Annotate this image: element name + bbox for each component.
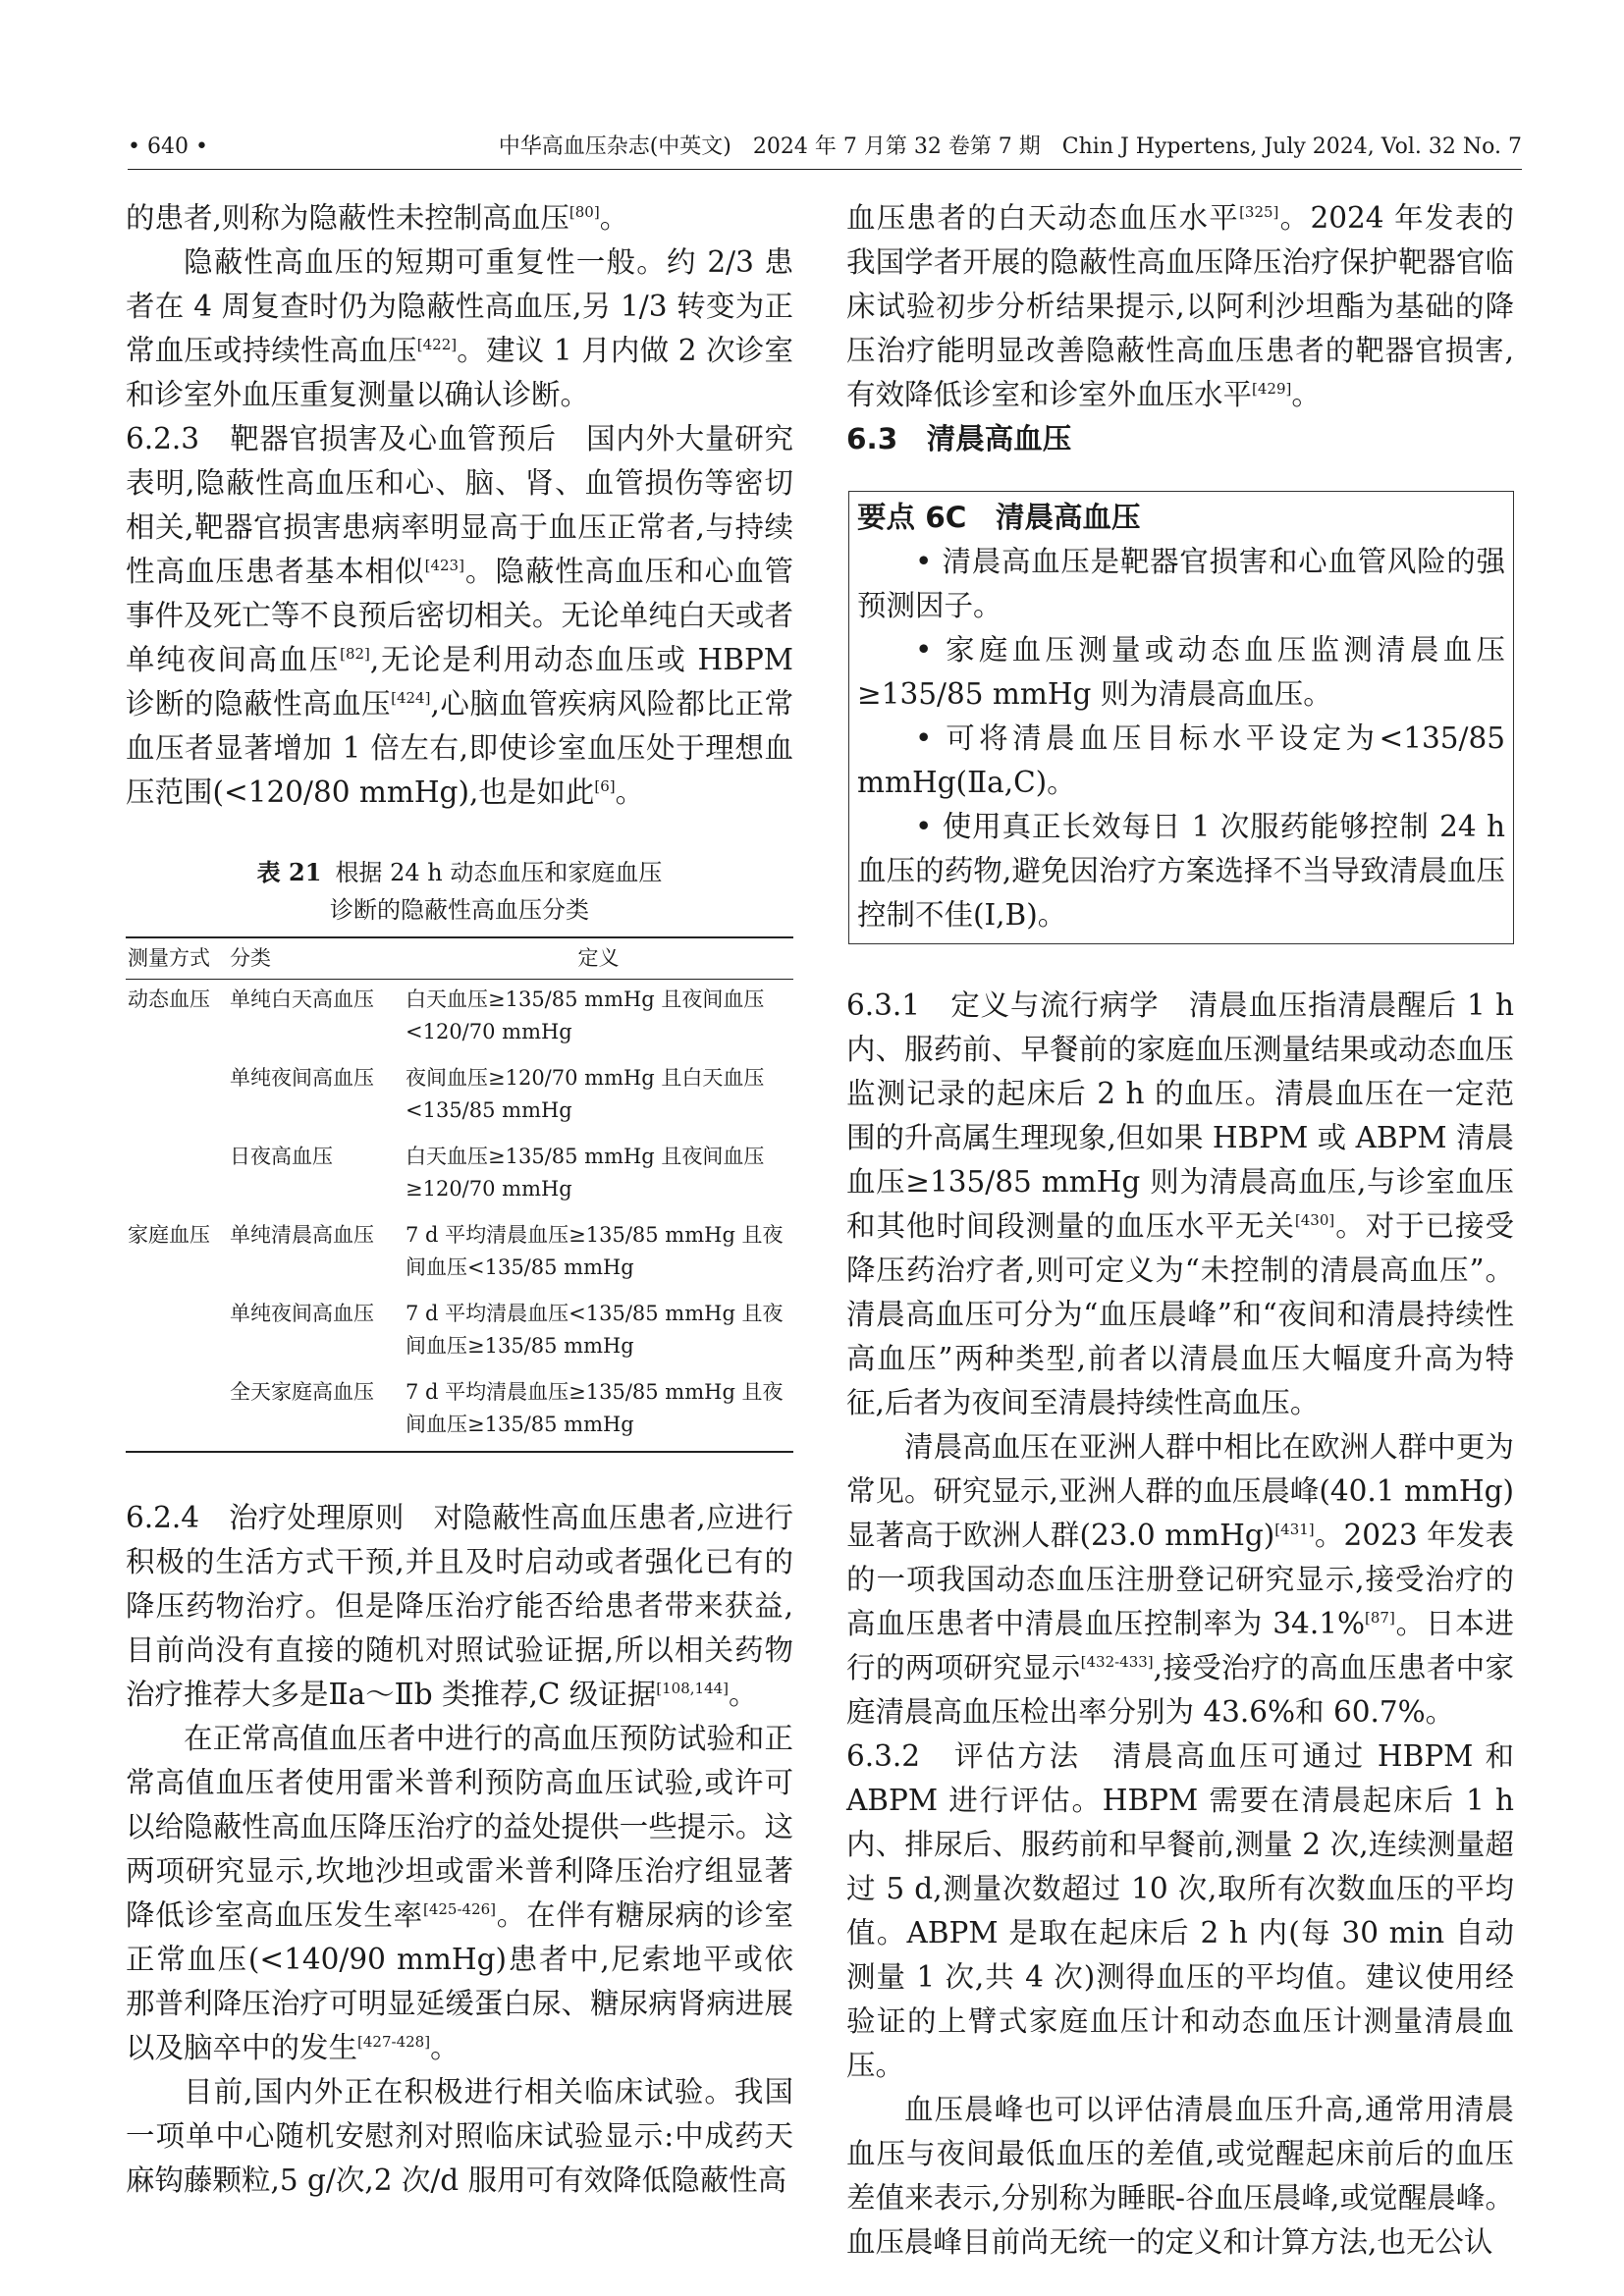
citation: [82]: [340, 645, 370, 664]
citation: [425-426]: [422, 1900, 497, 1919]
paragraph: 血压晨峰也可以评估清晨血压升高,通常用清晨血压与夜间最低血压的差值,或觉醒起床前后的血压差值来表示,分别称为睡眠-谷血压晨峰,或觉醒晨峰。血压晨峰目前尚无统一的定义和计算方法,也无公认: [846, 2093, 1514, 2259]
column-header: 测量方式: [126, 937, 228, 980]
table-row: [126, 1294, 793, 1372]
table-title-line-2: 诊断的隐蔽性高血压分类: [330, 896, 589, 924]
citation: [432-433]: [1080, 1653, 1154, 1672]
section-title: 评估方法: [954, 1739, 1081, 1773]
section-6-2-3: 6.2.3 靶器官损害及心血管预后 国内外大量研究表明,隐蔽性高血压和心、脑、肾、血管损伤等密切相关,靶器官损害患病率明显高于血压正常者,与持续性高血压患者基本相似[423]。隐蔽性高血压和心血管事件及死亡等不良预后密切相关。无论单纯白天或者单纯夜间高血压[82],无论是利用动态血压或 HBPM 诊断的隐蔽性高血压[424],心脑血管疾病风险都比正常血压者显著增加 1 倍左右,即使诊室血压处于理想血压范围(<120/80 mmHg),也是如此[6]。: [126, 422, 793, 809]
table-cell: 单纯清晨高血压: [230, 1223, 374, 1247]
key-point-item: • 可将清晨血压目标水平设定为<135/85 mmHg(Ⅱa,C)。: [857, 721, 1505, 799]
citation: [80]: [568, 203, 600, 222]
citation: [427-428]: [357, 2033, 431, 2052]
paragraph: 目前,国内外正在积极进行相关临床试验。我国一项单中心随机安慰剂对照临床试验显示:中成药天麻钩藤颗粒,5 g/次,2 次/d 服用可有效降低隐蔽性高: [126, 2075, 793, 2197]
citation: [87]: [1365, 1609, 1395, 1628]
section-6-3-2: 6.3.2 评估方法 清晨高血压可通过 HBPM 和 ABPM 进行评估。HBPM 需要在清晨起床后 1 h 内、排尿后、服药前和早餐前,测量 2 次,连续测量超过 5 d,测量次数超过 10 次,取所有次数血压的平均值。ABPM 是取在起床后 2 h 内(每 30 min 自动测量 1 次,共 4 次)测得血压的平均值。建议使用经验证的上臂式家庭血压计和动态血压计测量清晨血压。: [846, 1739, 1514, 2082]
section-title: 定义与流行病学: [950, 988, 1160, 1022]
citation: [6]: [594, 777, 616, 796]
section-6-2-4: 6.2.4 治疗处理原则 对隐蔽性高血压患者,应进行积极的生活方式干预,并且及时启动或者强化已有的降压药物治疗。但是降压治疗能否给患者带来获益,目前尚没有直接的随机对照试验证据,所以相关药物治疗推荐大多是Ⅱa～Ⅱb 类推荐,C 级证据[108,144]。: [126, 1501, 793, 1711]
left-column: [126, 196, 793, 2203]
table-cell: 白天血压≥135/85 mmHg 且夜间血压≥120/70 mmHg: [406, 1145, 765, 1201]
paragraph: 清晨高血压在亚洲人群中相比在欧洲人群中更为常见。研究显示,亚洲人群的血压晨峰(40.1 mmHg)显著高于欧洲人群(23.0 mmHg)[431]。2023 年发表的一项我国动态血压注册登记研究显示,接受治疗的高血压患者中清晨血压控制率为 34.1%[87]。日本进行的两项研究显示[432-433],接受治疗的高血压患者中家庭清晨高血压检出率分别为 43.6%和 60.7%。: [846, 1430, 1515, 1729]
table-cell: 7 d 平均清晨血压≥135/85 mmHg 且夜间血压<135/85 mmHg: [406, 1223, 784, 1279]
key-points-title: 要点 6C 清晨高血压: [857, 501, 1141, 534]
table-cell: 日夜高血压: [230, 1145, 333, 1168]
table-cell: 7 d 平均清晨血压<135/85 mmHg 且夜间血压≥135/85 mmHg: [406, 1302, 784, 1358]
table-row: [126, 1058, 793, 1137]
section-number: 6.3.2: [846, 1739, 921, 1773]
paragraph: 隐蔽性高血压的短期可重复性一般。约 2/3 患者在 4 周复查时仍为隐蔽性高血压,另 1/3 转变为正常血压或持续性高血压[422]。建议 1 月内做 2 次诊室和诊室外血压重复测量以确认诊断。: [126, 245, 793, 411]
citation: [422]: [416, 336, 458, 354]
citation: [429]: [1252, 380, 1292, 399]
section-number: 6.2.3: [126, 422, 200, 455]
table-header-row: [126, 937, 793, 980]
table-cell: 动态血压: [128, 988, 210, 1011]
citation: [431]: [1274, 1521, 1315, 1539]
journal-info: 中华高血压杂志(中英文) 2024 年 7 月第 32 卷第 7 期 Chin J Hypertens, July 2024, Vol. 32 No. 7: [498, 134, 1522, 159]
table-cell: 家庭血压: [128, 1223, 210, 1247]
paragraph: 在正常高值血压者中进行的高血压预防试验和正常高值血压者使用雷米普利预防高血压试验,或许可以给隐蔽性高血压降压治疗的益处提供一些提示。这两项研究显示,坎地沙坦或雷米普利降压治疗组显著降低诊室高血压发生率[425-426]。在伴有糖尿病的诊室正常血压(<140/90 mmHg)患者中,尼索地平或依那普利降压治疗可明显延缓蛋白尿、糖尿病肾病进展以及脑卒中的发生[427-428]。: [126, 1722, 793, 2064]
key-points-box: [848, 491, 1514, 944]
section-number: 6.3.1: [846, 988, 921, 1022]
table-row: [126, 980, 793, 1059]
paragraph: 的患者,则称为隐蔽性未控制高血压[80]。: [126, 201, 629, 235]
citation: [423]: [424, 557, 464, 575]
citation: [325]: [1239, 203, 1279, 222]
column-header: 定义: [404, 937, 793, 980]
table-title-line-1: 根据 24 h 动态血压和家庭血压: [335, 859, 663, 886]
right-column: [846, 196, 1514, 2265]
table-row: [126, 1215, 793, 1294]
key-point-item: • 家庭血压测量或动态血压监测清晨血压≥135/85 mmHg 则为清晨高血压。: [857, 633, 1505, 711]
section-heading-6-3: 6.3 清晨高血压: [846, 422, 1072, 455]
table-caption: [126, 854, 793, 929]
citation: [424]: [391, 689, 431, 708]
section-title: 靶器官损害及心血管预后: [230, 422, 557, 455]
table-21: [126, 936, 793, 1453]
table-cell: 单纯白天高血压: [230, 988, 374, 1011]
table-cell: 单纯夜间高血压: [230, 1302, 374, 1325]
table-cell: [126, 1372, 228, 1452]
column-header: 分类: [228, 937, 404, 980]
section-6-3-1: 6.3.1 定义与流行病学 清晨血压指清晨醒后 1 h 内、服药前、早餐前的家庭血压测量结果或动态血压监测记录的起床后 2 h 的血压。清晨血压在一定范围的升高属生理现象,但如果 HBPM 或 ABPM 清晨血压≥135/85 mmHg 则为清晨高血压,与诊室血压和其他时间段测量的血压水平无关[430]。对于已接受降压药治疗者,则可定义为“未控制的清晨高血压”。清晨高血压可分为“血压晨峰”和“夜间和清晨持续性高血压”两种类型,前者以清晨血压大幅度升高为特征,后者为夜间至清晨持续性高血压。: [846, 988, 1514, 1419]
table-cell: 单纯夜间高血压: [230, 1066, 374, 1090]
table-cell: [126, 1294, 228, 1372]
paragraph: 血压患者的白天动态血压水平[325]。2024 年发表的我国学者开展的隐蔽性高血压降压治疗保护靶器官临床试验初步分析结果提示,以阿利沙坦酯为基础的降压治疗能明显改善隐蔽性高血压患者的靶器官损害,有效降低诊室和诊室外血压水平[429]。: [846, 201, 1514, 411]
citation: [430]: [1294, 1211, 1335, 1230]
section-title: 治疗处理原则: [229, 1501, 405, 1534]
table-row: [126, 1372, 793, 1452]
table-cell: [126, 1137, 228, 1215]
section-number: 6.2.4: [126, 1501, 200, 1534]
table-cell: 夜间血压≥120/70 mmHg 且白天血压<135/85 mmHg: [406, 1066, 765, 1122]
page-number: • 640 •: [128, 134, 208, 159]
key-point-item: • 使用真正长效每日 1 次服药能够控制 24 h 血压的药物,避免因治疗方案选择不当导致清晨血压控制不佳(Ⅰ,B)。: [857, 810, 1505, 932]
key-point-item: • 清晨高血压是靶器官损害和心血管风险的强预测因子。: [857, 545, 1505, 622]
table-cell: [126, 1058, 228, 1137]
citation: [108,144]: [656, 1680, 730, 1698]
table-cell: 7 d 平均清晨血压≥135/85 mmHg 且夜间血压≥135/85 mmHg: [406, 1380, 784, 1436]
running-header: [128, 130, 1522, 170]
table-cell: 全天家庭高血压: [230, 1380, 374, 1404]
table-cell: 白天血压≥135/85 mmHg 且夜间血压<120/70 mmHg: [406, 988, 765, 1043]
table-row: [126, 1137, 793, 1215]
table-label: 表 21: [256, 858, 322, 886]
